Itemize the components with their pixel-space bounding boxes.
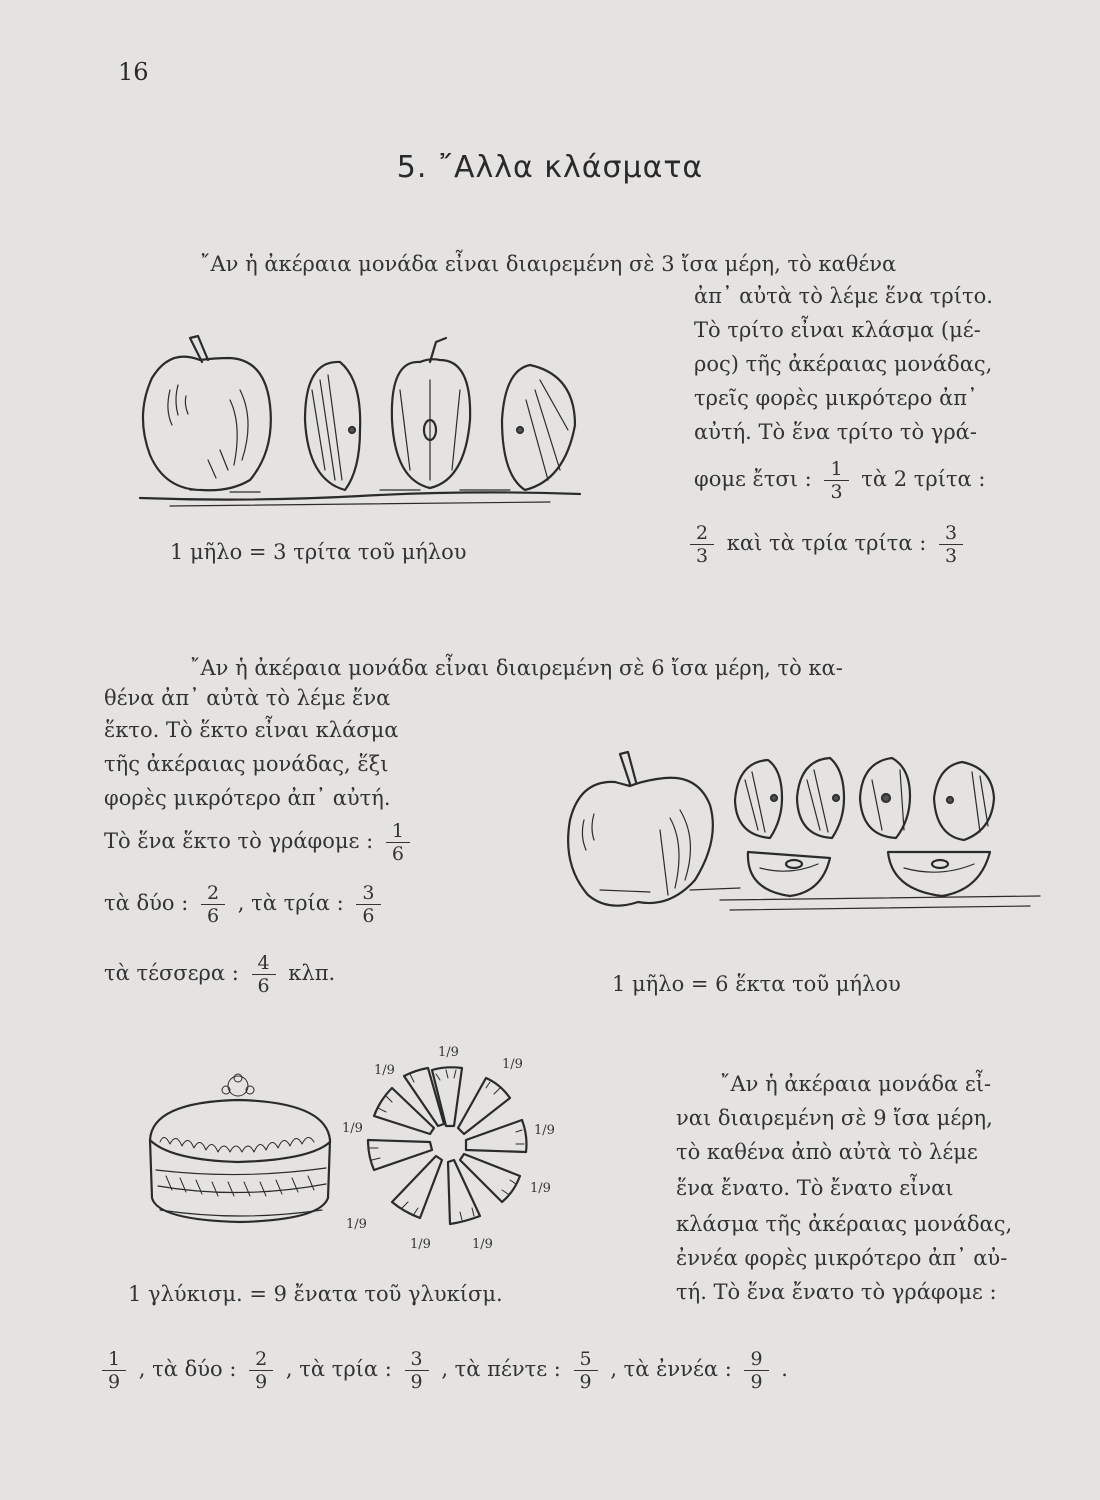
numerator: 4 [252, 952, 276, 975]
slice-label: 1/9 [472, 1237, 493, 1252]
fraction-three-ninths [405, 1348, 429, 1393]
denominator: 6 [391, 843, 404, 865]
denominator: 9 [255, 1371, 268, 1393]
ninths-two-label: , τὰ δύο : [138, 1357, 237, 1381]
ninths-line-3: τὸ καθένα ἀπὸ αὐτὰ τὸ λέμε [676, 1140, 978, 1164]
sixths-line-2: ἕκτο. Τὸ ἕκτο εἶναι κλάσμα [104, 718, 399, 742]
numerator: 2 [690, 522, 714, 545]
ninths-line-6: ἐννέα φορὲς μικρότερο ἀπ᾽ αὐ- [676, 1246, 1008, 1270]
slice-label: 1/9 [534, 1123, 555, 1138]
denominator: 6 [257, 975, 270, 997]
thirds-write-line [694, 458, 986, 503]
ninths-fractions-row [96, 1348, 788, 1393]
section-title: 5. ῎Αλλα κλάσματα [396, 150, 704, 185]
numerator: 3 [939, 522, 963, 545]
thirds-line-3: Τὸ τρίτο εἶναι κλάσμα (μέ- [694, 318, 981, 342]
fraction-three-thirds [939, 522, 963, 567]
numerator: 9 [744, 1348, 768, 1371]
denominator: 6 [362, 905, 375, 927]
thirds-line-5: τρεῖς φορὲς μικρότερο ἀπ᾽ [694, 386, 978, 410]
page-number: 16 [118, 58, 149, 86]
caption-apple-thirds: 1 μῆλο = 3 τρίτα τοῦ μήλου [170, 540, 467, 564]
numerator: 5 [574, 1348, 598, 1371]
fraction-three-sixths [356, 882, 380, 927]
numerator: 3 [356, 882, 380, 905]
ninths-line-4: ἕνα ἔνατο. Τὸ ἔνατο εἶναι [676, 1176, 954, 1200]
numerator: 2 [201, 882, 225, 905]
thirds-write-mid: τὰ 2 τρίτα : [861, 467, 986, 491]
thirds-line-1: ῎Αν ἡ ἀκέραια μονάδα εἶναι διαιρεμένη σὲ 3 ἴσα μέρη, τὸ καθένα [200, 252, 897, 276]
slice-label: 1/9 [374, 1063, 395, 1078]
ninths-line-1: ῎Αν ἡ ἀκέραια μονάδα εἶ- [720, 1072, 992, 1096]
sixths-four-line [104, 952, 335, 997]
cake-ninths-illustration [130, 1040, 555, 1270]
denominator: 3 [944, 545, 958, 567]
caption-cake-ninths: 1 γλύκισμ. = 9 ἔνατα τοῦ γλυκίσμ. [128, 1282, 503, 1306]
denominator: 9 [410, 1371, 423, 1393]
fraction-one-third [824, 458, 848, 503]
sixths-etc: κλπ. [288, 961, 336, 985]
ninths-nine-label: , τὰ ἐννέα : [610, 1357, 732, 1381]
sixths-line-4: φορὲς μικρότερο ἀπ᾽ αὐτή. [104, 786, 391, 810]
sixths-line-3: τῆς ἀκέραιας μονάδας, ἕξι [104, 752, 389, 776]
thirds-and-line [684, 522, 969, 567]
thirds-line-2: ἀπ᾽ αὐτὰ τὸ λέμε ἕνα τρίτο. [694, 284, 993, 308]
numerator: 1 [824, 458, 848, 481]
ninths-end: . [781, 1357, 788, 1381]
fraction-one-sixth [386, 820, 410, 865]
caption-apple-sixths: 1 μῆλο = 6 ἕκτα τοῦ μήλου [612, 972, 901, 996]
fraction-two-sixths [201, 882, 225, 927]
thirds-line-4: ρος) τῆς ἀκέραιας μονάδας, [694, 352, 993, 376]
sixths-two-three-line [104, 882, 387, 927]
slice-label: 1/9 [346, 1217, 367, 1232]
denominator: 9 [108, 1371, 121, 1393]
numerator: 3 [405, 1348, 429, 1371]
denominator: 6 [206, 905, 220, 927]
fraction-nine-ninths [744, 1348, 768, 1393]
numerator: 1 [102, 1348, 126, 1371]
fraction-two-thirds [690, 522, 714, 567]
sixths-three-label: , τὰ τρία : [237, 891, 344, 915]
numerator: 2 [249, 1348, 273, 1371]
fraction-two-ninths [249, 1348, 273, 1393]
thirds-line-6: αὐτή. Τὸ ἕνα τρίτο τὸ γρά- [694, 420, 977, 444]
sixths-intro: ῎Αν ἡ ἀκέραια μονάδα εἶναι διαιρεμένη σὲ 6 ἴσα μέρη, τὸ κα- [190, 656, 843, 680]
sixths-write-line [104, 820, 416, 865]
thirds-and-three: καὶ τὰ τρία τρίτα : [726, 531, 927, 555]
denominator: 3 [830, 481, 843, 503]
ninths-five-label: , τὰ πέντε : [441, 1357, 561, 1381]
slice-label: 1/9 [438, 1045, 459, 1060]
sixths-write-text: Τὸ ἕνα ἕκτο τὸ γράφομε : [104, 829, 374, 853]
ninths-line-7: τή. Τὸ ἕνα ἔνατο τὸ γράφομε : [676, 1280, 997, 1304]
apple-sixths-illustration [560, 740, 1060, 930]
ninths-line-2: ναι διαιρεμένη σὲ 9 ἴσα μέρη, [676, 1106, 993, 1130]
thirds-write-prefix: φομε ἔτσι : [694, 467, 812, 491]
slice-label: 1/9 [502, 1057, 523, 1072]
denominator: 3 [696, 545, 709, 567]
slice-label: 1/9 [410, 1237, 431, 1252]
sixths-line-1: θένα ἀπ᾽ αὐτὰ τὸ λέμε ἕνα [104, 686, 391, 710]
fraction-five-ninths [574, 1348, 598, 1393]
fraction-one-ninth [102, 1348, 126, 1393]
slice-label: 1/9 [342, 1121, 363, 1136]
sixths-four-label: τὰ τέσσερα : [104, 961, 239, 985]
ninths-line-5: κλάσμα τῆς ἀκέραιας μονάδας, [676, 1212, 1013, 1236]
slice-label: 1/9 [530, 1181, 551, 1196]
ninths-three-label: , τὰ τρία : [285, 1357, 392, 1381]
denominator: 9 [579, 1371, 592, 1393]
sixths-two-label: τὰ δύο : [104, 891, 189, 915]
denominator: 9 [750, 1371, 763, 1393]
numerator: 1 [386, 820, 410, 843]
fraction-four-sixths [252, 952, 276, 997]
apple-thirds-illustration [130, 330, 590, 520]
